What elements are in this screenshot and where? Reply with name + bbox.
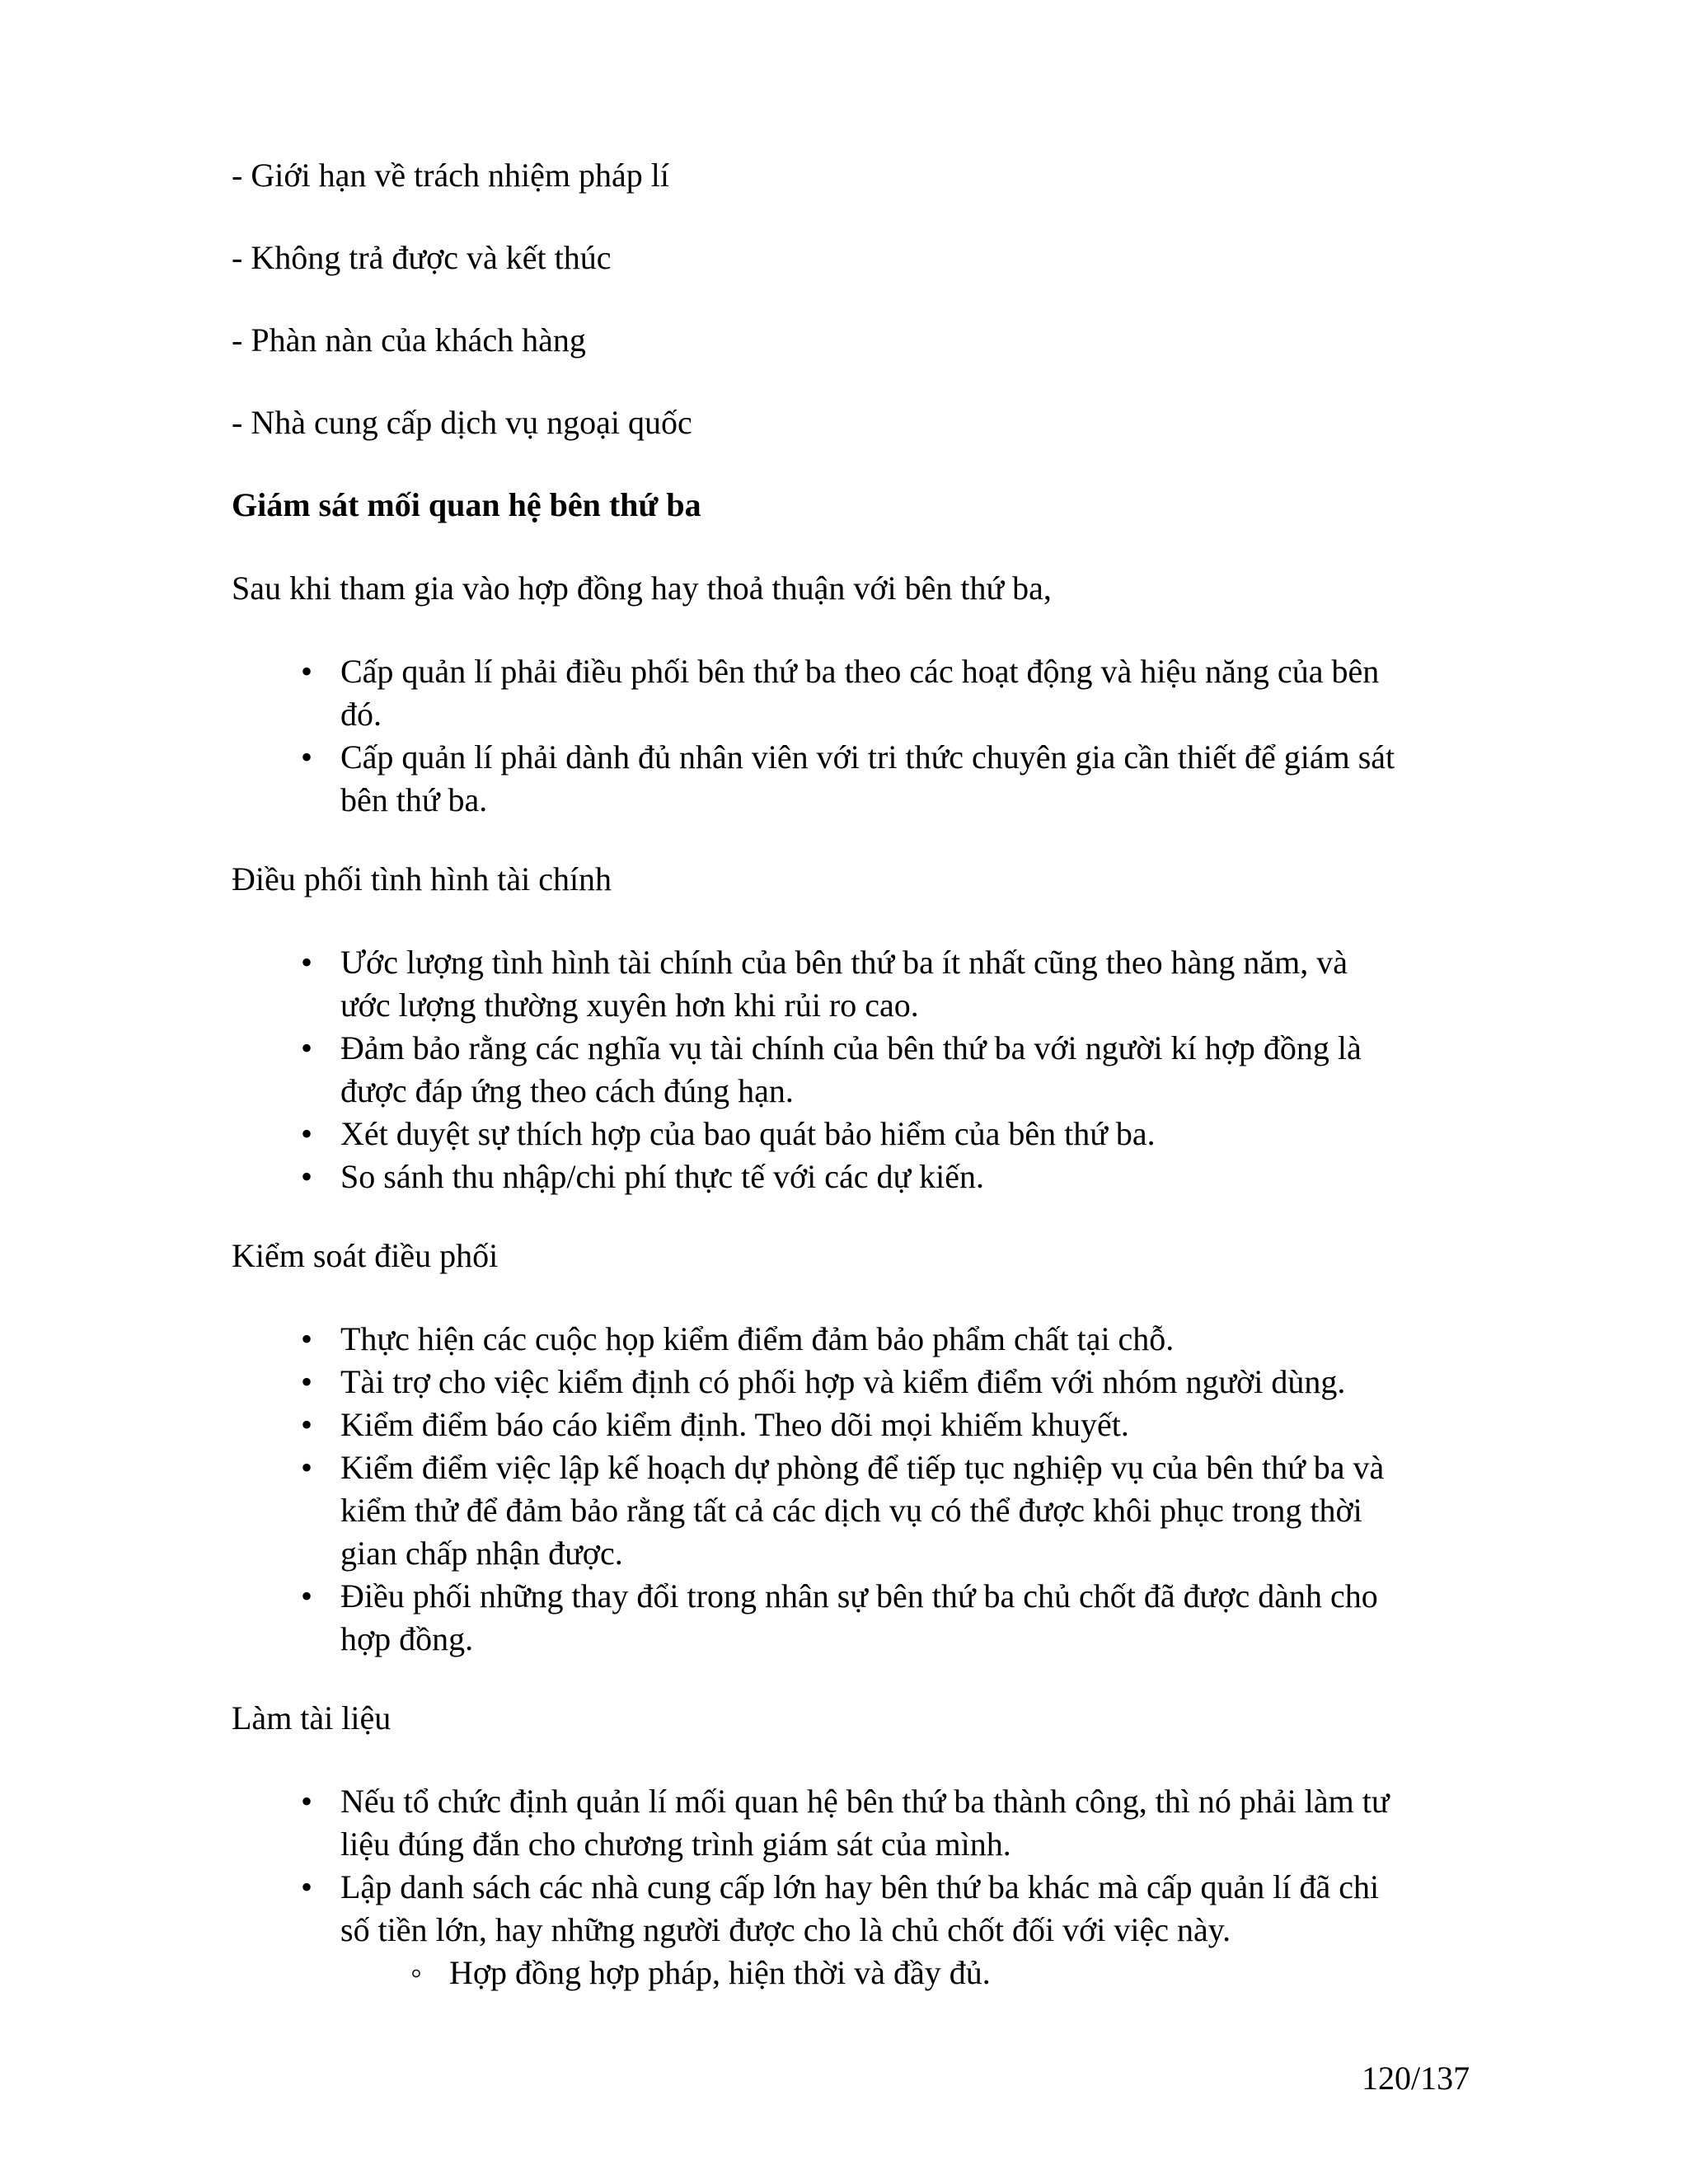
bullet-text: Nếu tổ chức định quản lí mối quan hệ bên thứ ba thành công, thì nó phải làm tư xyxy=(340,1783,1390,1820)
page-number: 120/137 xyxy=(1362,2060,1470,2097)
section-intro: Sau khi tham gia vào hợp đồng hay thoả thuận với bên thứ ba, xyxy=(232,569,1052,607)
subsection-heading: Làm tài liệu xyxy=(232,1699,392,1736)
sub-bullet-marker: ◦ xyxy=(410,1954,423,1991)
bullet-text: Xét duyệt sự thích hợp của bao quát bảo hiểm của bên thứ ba. xyxy=(340,1115,1156,1152)
bullet-marker: • xyxy=(301,653,313,690)
bullet-text: Tài trợ cho việc kiểm định có phối hợp và kiểm điểm với nhóm người dùng. xyxy=(340,1363,1346,1400)
bullet-text: Điều phối những thay đổi trong nhân sự bên thứ ba chủ chốt đã được dành cho xyxy=(340,1577,1378,1615)
bullet-marker: • xyxy=(301,1868,313,1905)
bullet-text: số tiền lớn, hay những người được cho là chủ chốt đối với việc này. xyxy=(340,1911,1231,1948)
bullet-text: Thực hiện các cuộc họp kiểm điểm đảm bảo phẩm chất tại chỗ. xyxy=(340,1320,1175,1357)
bullet-marker: • xyxy=(301,1783,313,1820)
subsection-heading: Kiểm soát điều phối xyxy=(232,1237,499,1274)
bullet-text: Ước lượng tình hình tài chính của bên thứ ba ít nhất cũng theo hàng năm, và xyxy=(340,944,1348,981)
bullet-marker: • xyxy=(301,944,313,981)
subsection-heading: Điều phối tình hình tài chính xyxy=(232,860,612,898)
bullet-text: Lập danh sách các nhà cung cấp lớn hay bên thứ ba khác mà cấp quản lí đã chi xyxy=(340,1868,1380,1905)
sub-bullet-text: Hợp đồng hợp pháp, hiện thời và đầy đủ. xyxy=(449,1954,991,1991)
bullet-text: Kiểm điểm báo cáo kiểm định. Theo dõi mọi khiếm khuyết. xyxy=(340,1406,1129,1443)
bullet-marker: • xyxy=(301,1449,313,1486)
bullet-marker: • xyxy=(301,1115,313,1152)
bullet-marker: • xyxy=(301,1158,313,1195)
bullet-text: liệu đúng đắn cho chương trình giám sát của mình. xyxy=(340,1825,1011,1863)
section-heading: Giám sát mối quan hệ bên thứ ba xyxy=(232,486,701,523)
bullet-text: bên thứ ba. xyxy=(340,781,488,818)
intro-line: - Nhà cung cấp dịch vụ ngoại quốc xyxy=(232,404,692,441)
bullet-marker: • xyxy=(301,1577,313,1615)
bullet-text: Kiểm điểm việc lập kế hoạch dự phòng để tiếp tục nghiệp vụ của bên thứ ba và xyxy=(340,1449,1385,1486)
bullet-text: Cấp quản lí phải dành đủ nhân viên với tri thức chuyên gia cần thiết để giám sát xyxy=(340,738,1395,776)
intro-line: - Phàn nàn của khách hàng xyxy=(232,321,586,359)
intro-line: - Giới hạn về trách nhiệm pháp lí xyxy=(232,157,669,194)
bullet-marker: • xyxy=(301,1363,313,1400)
bullet-text: ước lượng thường xuyên hơn khi rủi ro cao. xyxy=(340,987,919,1024)
bullet-text: đó. xyxy=(340,696,382,733)
bullet-text: được đáp ứng theo cách đúng hạn. xyxy=(340,1072,794,1109)
bullet-marker: • xyxy=(301,1029,313,1066)
bullet-text: Đảm bảo rằng các nghĩa vụ tài chính của bên thứ ba với người kí hợp đồng là xyxy=(340,1029,1362,1066)
bullet-text: hợp đồng. xyxy=(340,1620,474,1657)
intro-line: - Không trả được và kết thúc xyxy=(232,239,612,276)
bullet-marker: • xyxy=(301,1320,313,1357)
bullet-text: Cấp quản lí phải điều phối bên thứ ba theo các hoạt động và hiệu năng của bên xyxy=(340,653,1380,690)
bullet-text: kiểm thử để đảm bảo rằng tất cả các dịch vụ có thể được khôi phục trong thời xyxy=(340,1492,1362,1529)
bullet-text: So sánh thu nhập/chi phí thực tế với các dự kiến. xyxy=(340,1158,985,1195)
bullet-text: gian chấp nhận được. xyxy=(340,1535,623,1572)
bullet-marker: • xyxy=(301,1406,313,1443)
bullet-marker: • xyxy=(301,738,313,776)
